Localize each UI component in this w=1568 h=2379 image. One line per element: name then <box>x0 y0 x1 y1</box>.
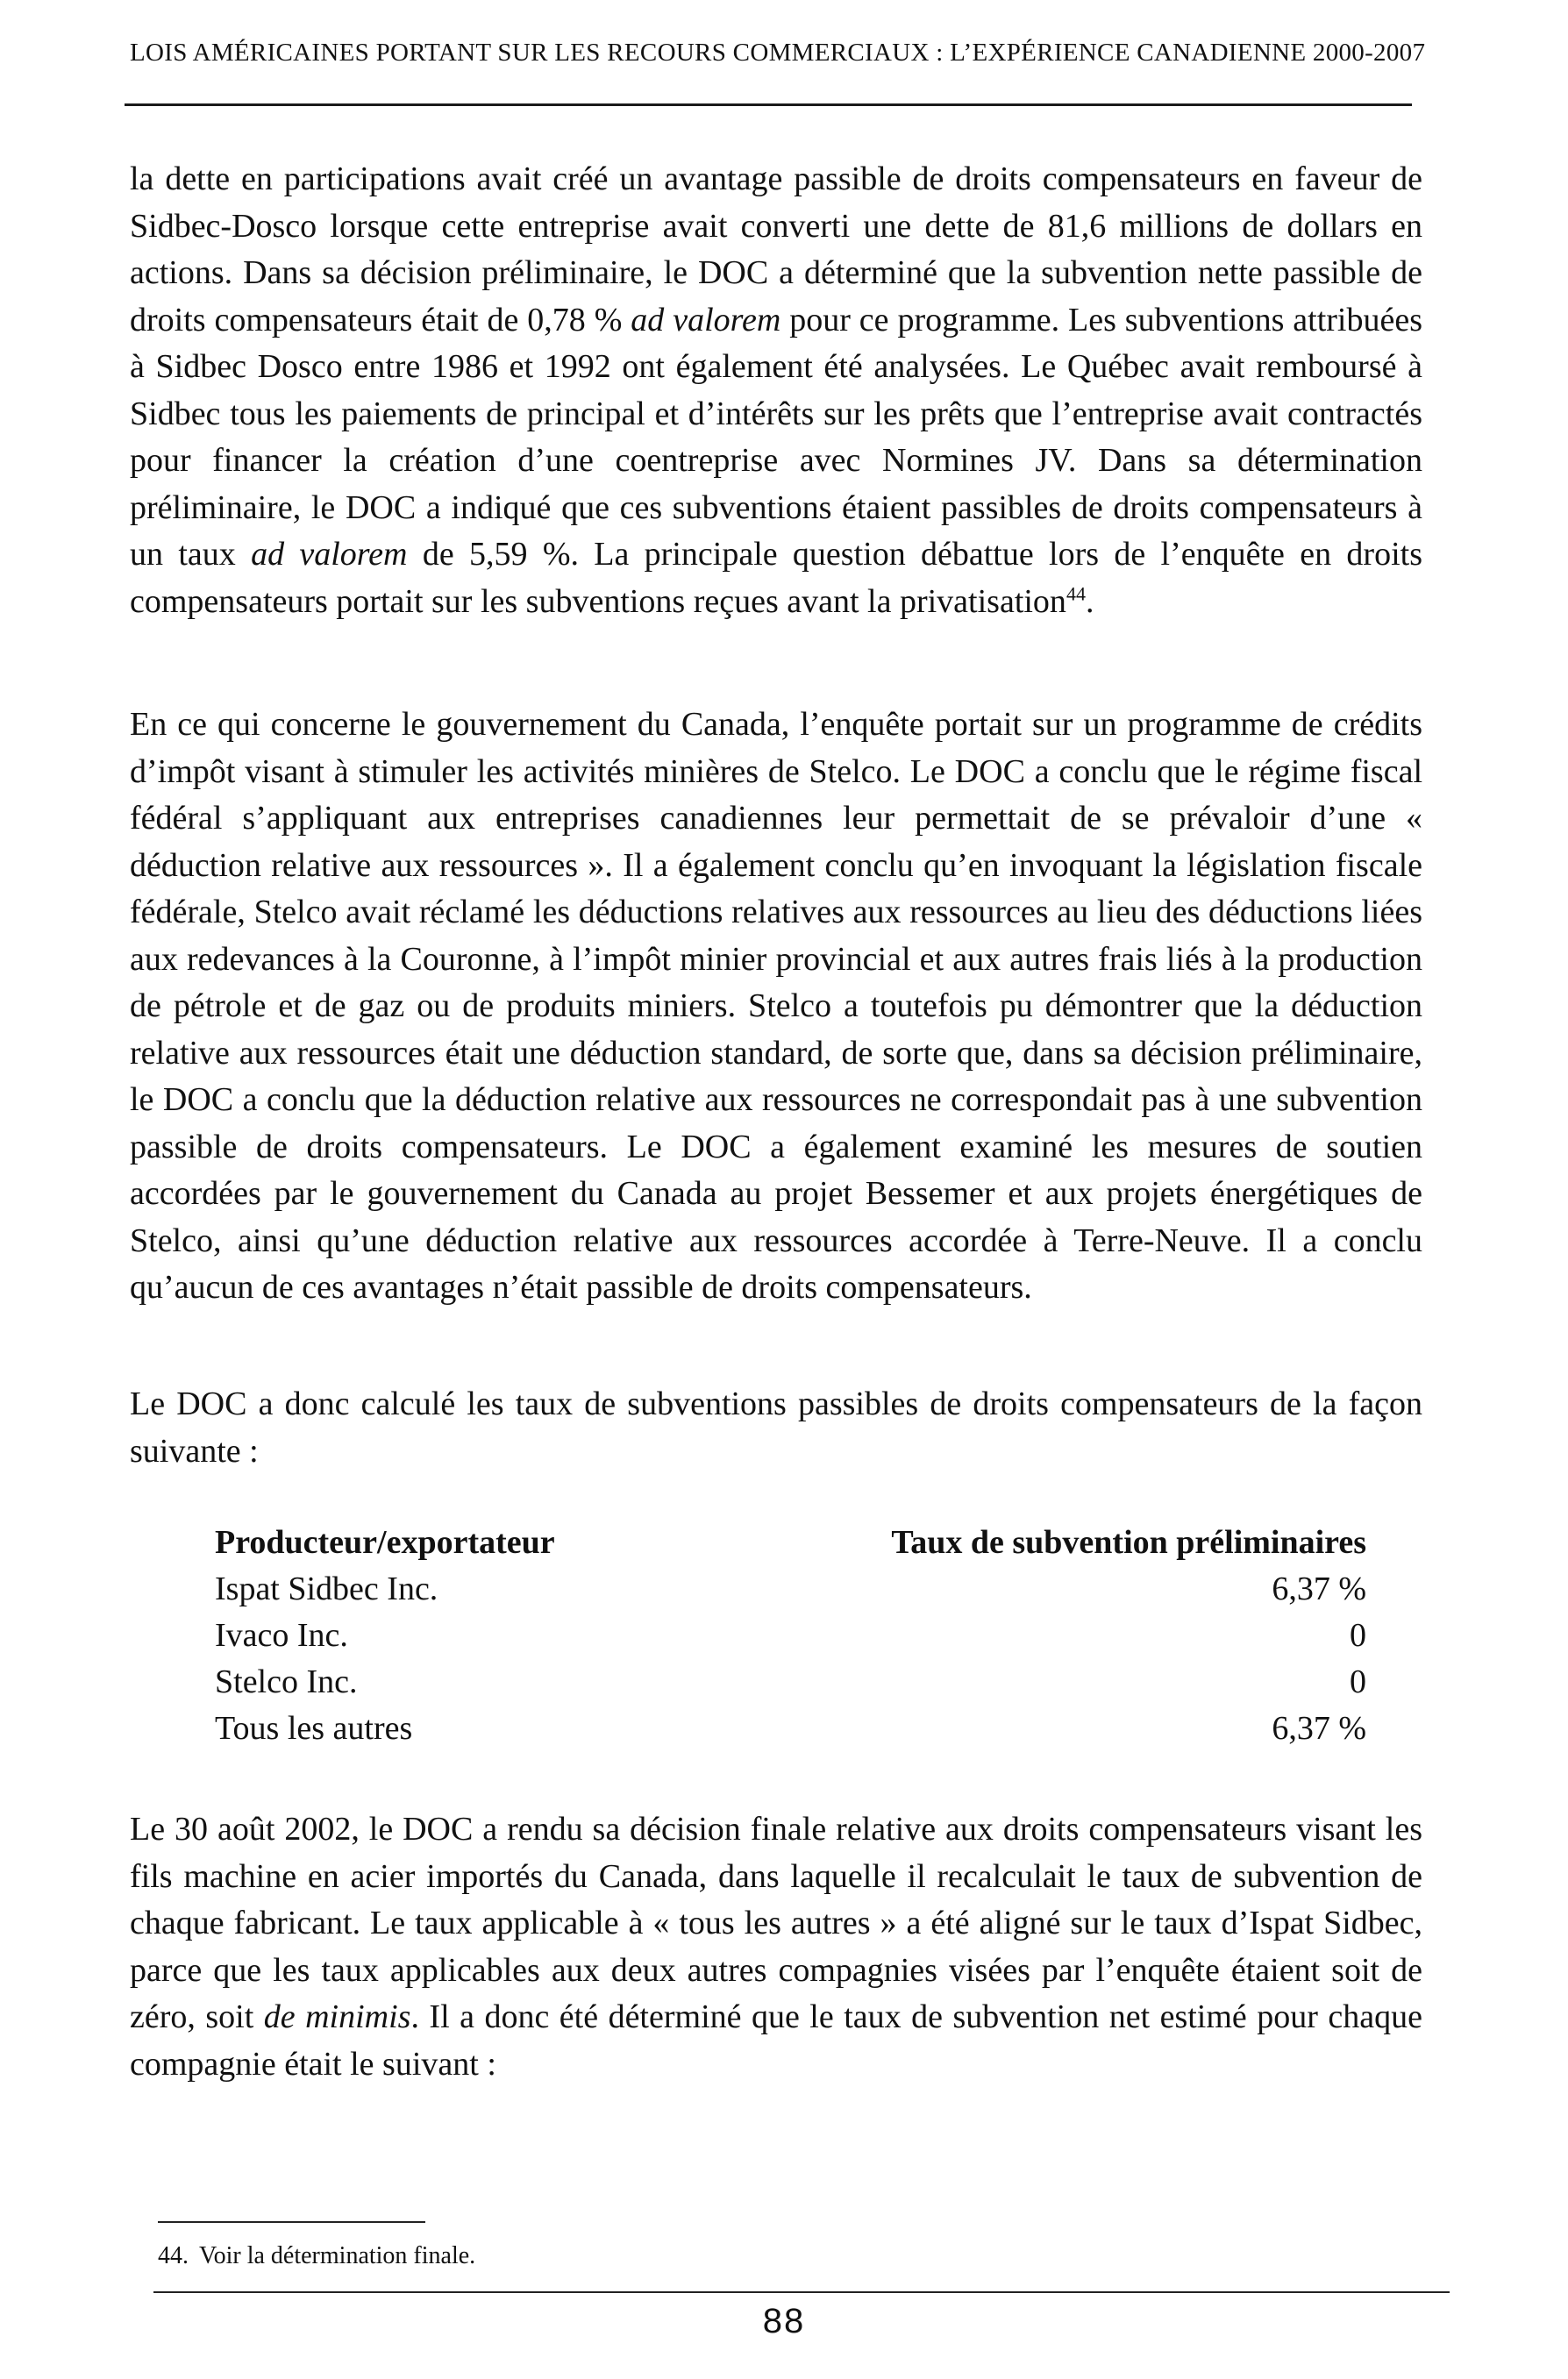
paragraph-sidbec-subsidies <box>130 156 1422 625</box>
italic-term: ad valorem <box>631 301 781 338</box>
italic-term: de minimis <box>263 1998 411 2035</box>
table-row <box>215 1612 1372 1658</box>
column-header-producer: Producteur/exportateur <box>215 1523 555 1561</box>
paragraph-text: de 5,59 %. La principale question débattue lors de l’enquête en droits compensateurs portait sur les subventions reçues avant la privatisation <box>130 536 1422 620</box>
table-row <box>215 1565 1372 1612</box>
header-rule <box>125 103 1412 106</box>
table-row <box>215 1658 1372 1705</box>
footer-rule <box>153 2291 1450 2293</box>
footnote <box>158 2242 475 2270</box>
column-header-rate: Taux de subvention préliminaires <box>891 1523 1366 1561</box>
paragraph-rates-intro: Le DOC a donc calculé les taux de subventions passibles de droits compensateurs de la façon suivante : <box>130 1385 1422 1470</box>
table-header-row <box>215 1519 1372 1565</box>
paragraph-federal-government: En ce qui concerne le gouvernement du Canada, l’enquête portait sur un programme de crédits d’impôt visant à stimuler les activités minières de Stelco. Le DOC a conclu que le régime fiscal fédéral s’appliquant aux entreprises canadiennes leur permettait de se prévaloir d’une « déduction relative aux ressources ». Il a également conclu qu’en invoquant la législation fiscale fédérale, Stelco avait réclamé les déductions relatives aux ressources au lieu des déductions liées aux redevances à la Couronne, à l’impôt minier provincial et aux autres frais liés à la production de pétrole et de gaz ou de produits miniers. Stelco a toutefois pu démontrer que la déduction relative aux ressources était une déduction standard, de sorte que, dans sa décision préliminaire, le DOC a conclu que la déduction relative aux ressources ne correspondait pas à une subvention passible de droits compensateurs. Le DOC a également examiné les mesures de soutien accordées par le gouvernement du Canada au projet Bessemer et aux projets énergétiques de Stelco, ainsi qu’une déduction relative aux ressources accordée à Terre-Neuve. Il a conclu qu’aucun de ces avantages n’était passible de droits compensateurs. <box>130 706 1422 1306</box>
producer-cell: Stelco Inc. <box>215 1663 358 1700</box>
italic-term: ad valorem <box>251 536 408 573</box>
paragraph-text: pour ce programme. Les subventions attribuées à Sidbec Dosco entre 1986 et 1992 ont également été analysées. Le Québec avait remboursé à Sidbec tous les paiements de principal et d’intérêts sur les prêts que l’entreprise avait contractés pour financer la création d’une coentreprise avec Normines JV. Dans sa détermination préliminaire, le DOC a indiqué que ces subventions étaient passibles de droits compensateurs à un taux <box>130 301 1422 573</box>
paragraph-text: Le 30 août 2002, le DOC a rendu sa décision finale relative aux droits compensateurs visant les fils machine en acier importés du Canada, dans laquelle il recalculait le taux de subvention de chaque fabricant. Le taux applicable à « tous les autres » a été aligné sur le taux d’Ispat Sidbec, parce que les taux applicables aux deux autres compagnies visées par l’enquête étaient soit de zéro, soit <box>130 1811 1422 2035</box>
producer-cell: Ispat Sidbec Inc. <box>215 1570 438 1607</box>
paragraph-final-decision <box>130 1806 1422 2088</box>
preliminary-rates-table <box>215 1519 1372 1751</box>
producer-cell: Tous les autres <box>215 1709 413 1747</box>
rate-cell: 0 <box>1350 1616 1366 1654</box>
rate-cell: 0 <box>1350 1663 1366 1700</box>
page-number: 88 <box>762 2302 806 2340</box>
table-row <box>215 1705 1372 1751</box>
paragraph-text: . <box>1085 582 1094 620</box>
rate-cell: 6,37 % <box>1272 1570 1366 1607</box>
running-header: LOIS AMÉRICAINES PORTANT SUR LES RECOURS COMMERCIAUX : L’EXPÉRIENCE CANADIENNE 2000-2007 <box>130 39 1426 67</box>
footnote-reference[interactable]: 44 <box>1066 581 1086 604</box>
paragraph-text: la dette en participations avait créé un avantage passible de droits compensateurs en faveur de Sidbec-Dosco lorsque cette entreprise avait converti une dette de 81,6 millions de dollars en actions. Dans sa décision préliminaire, le DOC a déterminé que la subvention nette passible de droits compensateurs était de 0,78 % <box>130 160 1422 338</box>
paragraph-text: . Il a donc été déterminé que le taux de subvention net estimé pour chaque compagnie était le suivant : <box>130 1998 1422 2083</box>
footnote-number: 44. <box>158 2242 189 2269</box>
producer-cell: Ivaco Inc. <box>215 1616 348 1654</box>
rate-cell: 6,37 % <box>1272 1709 1366 1747</box>
footnote-rule <box>158 2221 425 2223</box>
footnote-text: Voir la détermination finale. <box>199 2242 476 2269</box>
